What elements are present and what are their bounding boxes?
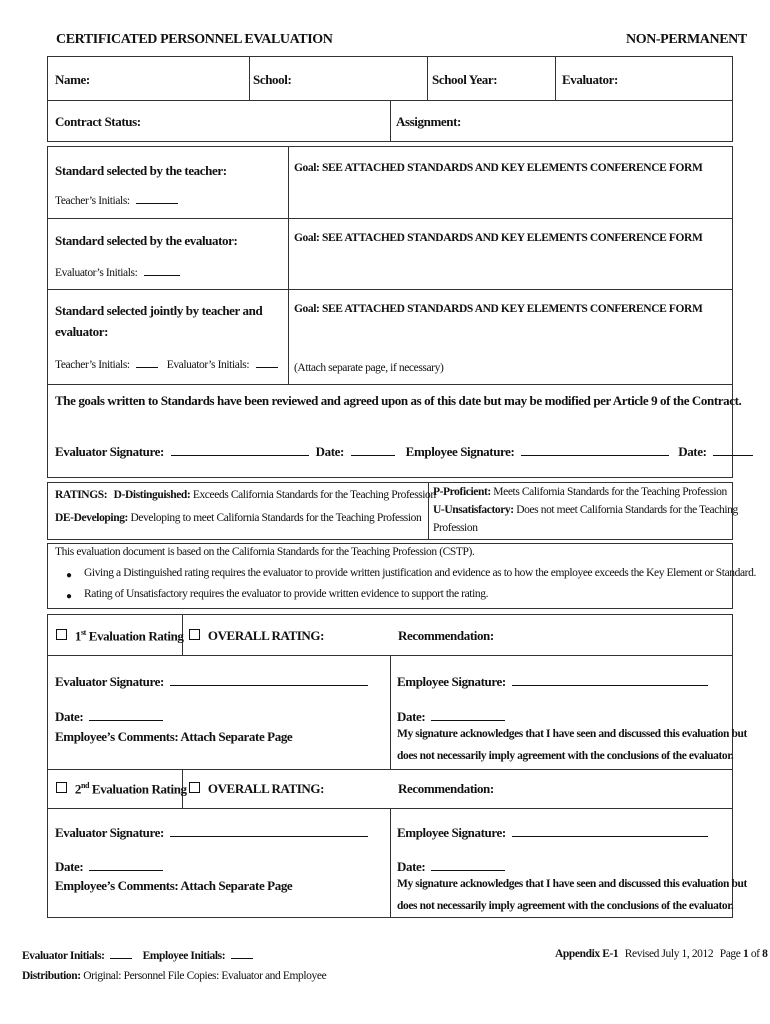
cstp-bullet: Rating of Unsatisfactory requires the evaluator to provide written evidence to support the rating. (84, 588, 489, 600)
employee-signature-label: Employee Signature: (397, 825, 506, 840)
date-label: Date: (55, 709, 84, 724)
evaluator-signature-2 (55, 824, 368, 841)
ratings-label: RATINGS: (55, 489, 108, 501)
evaluator-initials-label: Evaluator’s Initials: (55, 267, 138, 279)
joint-initials-field[interactable] (55, 355, 278, 371)
checkbox-icon[interactable] (56, 782, 67, 793)
acknowledgment-1: My signature acknowledges that I have seen and discussed this evaluation but (397, 728, 747, 740)
attach-note: (Attach separate page, if necessary) (294, 362, 444, 374)
teacher-initials-label: Teacher’s Initials: (55, 195, 130, 207)
date-label: Date: (315, 444, 344, 459)
rating-term: P-Proficient: (433, 486, 491, 498)
overall-label: OVERALL RATING: (207, 628, 325, 643)
cstp-bullet: Giving a Distinguished rating requires the evaluator to provide written justification and evidence as to how the employee exceeds the Key Element or Standard. (84, 567, 756, 579)
date-4 (397, 858, 505, 875)
initials-line[interactable] (110, 948, 132, 959)
evaluator-signature-1 (55, 673, 368, 690)
ordinal: 2 (74, 781, 81, 797)
employee-signature-line[interactable] (521, 443, 669, 456)
school-year-field[interactable]: School Year: (432, 72, 498, 87)
assignment-field[interactable]: Assignment: (396, 114, 461, 129)
evaluator-initials-field[interactable] (55, 263, 180, 279)
distribution (22, 970, 326, 982)
divider (555, 56, 556, 100)
bullet-icon: ● (66, 570, 73, 581)
divider (390, 655, 391, 770)
date-label: Date: (397, 709, 426, 724)
ordinal: 1 (74, 628, 81, 644)
date-line[interactable] (431, 858, 505, 871)
date-2 (397, 708, 505, 725)
initials-line (136, 191, 178, 204)
evaluation-1-rating[interactable] (56, 628, 184, 644)
page-word: Page (719, 948, 741, 960)
checkbox-icon[interactable] (189, 782, 200, 793)
page-total: 8 (762, 948, 768, 960)
ordinal-suffix: st (80, 628, 86, 637)
ordinal-suffix: nd (80, 781, 90, 790)
overall-rating-1[interactable] (189, 628, 324, 644)
teacher-standard-label: Standard selected by the teacher: (55, 163, 227, 178)
teacher-initials-field[interactable] (55, 191, 178, 207)
employee-signature-2 (397, 824, 708, 841)
acknowledgment-2-cont: does not necessarily imply agreement with the conclusions of the evaluator. (397, 900, 734, 912)
contract-status-field[interactable]: Contract Status: (55, 114, 141, 129)
divider (47, 289, 733, 290)
overall-rating-2[interactable] (189, 781, 324, 797)
date-line[interactable] (89, 708, 163, 721)
cstp-intro: This evaluation document is based on the California Standards for the Teaching Profession (CSTP). (55, 546, 475, 558)
date-label: Date: (397, 859, 426, 874)
goal-text: Goal: SEE ATTACHED STANDARDS AND KEY ELEMENTS CONFERENCE FORM (294, 303, 703, 315)
acknowledgment-2: My signature acknowledges that I have seen and discussed this evaluation but (397, 878, 747, 890)
date-line[interactable] (431, 708, 505, 721)
bullet-icon: ● (66, 591, 73, 602)
divider (249, 56, 250, 100)
evaluator-signature-label: Evaluator Signature: (55, 825, 164, 840)
acknowledgment-1-cont: does not necessarily imply agreement with the conclusions of the evaluator. (397, 750, 734, 762)
name-field[interactable]: Name: (55, 72, 90, 87)
initials-line (144, 263, 180, 276)
signature-line[interactable] (512, 824, 708, 837)
signature-line[interactable] (170, 824, 368, 837)
divider (427, 56, 428, 100)
date-label: Date: (55, 859, 84, 874)
agreement-signature-row (55, 443, 753, 460)
joint-standard-label-cont: evaluator: (55, 324, 109, 339)
employee-signature-label: Employee Signature: (397, 674, 506, 689)
rating-term: U-Unsatisfactory: (433, 504, 514, 516)
agreement-statement: The goals written to Standards have been reviewed and agreed upon as of this date but may be modified per Article 9 of the Contract. (55, 393, 742, 408)
overall-label: OVERALL RATING: (207, 781, 325, 796)
appendix-label: Appendix E-1 (555, 948, 619, 960)
date-label: Date: (678, 444, 707, 459)
goal-text: Goal: SEE ATTACHED STANDARDS AND KEY ELEMENTS CONFERENCE FORM (294, 232, 703, 244)
signature-line[interactable] (170, 673, 368, 686)
divider (390, 100, 391, 142)
date-line[interactable] (713, 443, 753, 456)
initials-line[interactable] (231, 948, 253, 959)
teacher-initials-label: Teacher’s Initials: (55, 359, 130, 371)
goal-text: Goal: SEE ATTACHED STANDARDS AND KEY ELEMENTS CONFERENCE FORM (294, 162, 703, 174)
evaluator-signature-label: Evaluator Signature: (55, 674, 164, 689)
status-label: NON-PERMANENT (626, 32, 747, 47)
checkbox-icon[interactable] (189, 629, 200, 640)
distribution-text: Original: Personnel File Copies: Evaluator and Employee (83, 970, 327, 982)
initials-line (256, 355, 278, 368)
date-line[interactable] (89, 858, 163, 871)
rating-label: Evaluation Rating (89, 781, 187, 797)
employee-initials-label: Employee Initials: (142, 950, 226, 962)
school-field[interactable]: School: (253, 72, 292, 87)
distribution-label: Distribution: (22, 970, 81, 982)
date-line[interactable] (351, 443, 395, 456)
rating-desc-cont: Profession (433, 522, 478, 534)
rating-unsatisfactory (433, 504, 738, 516)
evaluator-initials-label: Evaluator Initials: (22, 950, 105, 962)
rating-term: DE-Developing: (55, 512, 128, 524)
date-3 (55, 858, 163, 875)
rating-desc: Meets California Standards for the Teaching Profession (493, 486, 727, 498)
of-word: of (750, 948, 760, 960)
recommendation-2: Recommendation: (398, 781, 494, 796)
rating-distinguished (55, 489, 436, 501)
evaluator-field[interactable]: Evaluator: (562, 72, 618, 87)
rating-desc: Exceeds California Standards for the Teaching Profession (192, 489, 436, 501)
revised-date: Revised July 1, 2012 (624, 948, 714, 960)
evaluator-signature-line[interactable] (171, 443, 309, 456)
form-title: CERTIFICATED PERSONNEL EVALUATION (56, 32, 333, 47)
rating-desc: Does not meet California Standards for the Teaching (516, 504, 738, 516)
initials-line (136, 355, 158, 368)
evaluator-initials-label: Evaluator’s Initials: (166, 359, 250, 371)
recommendation-1: Recommendation: (398, 628, 494, 643)
evaluation-2-rating[interactable] (56, 781, 187, 797)
evaluator-signature-label: Evaluator Signature: (55, 444, 164, 459)
rating-term: D-Distinguished: (113, 489, 191, 501)
divider (288, 146, 289, 384)
page-info (555, 948, 767, 960)
rating-proficient (433, 486, 727, 498)
evaluator-standard-label: Standard selected by the evaluator: (55, 233, 238, 248)
footer-initials (22, 948, 253, 962)
employee-signature-1 (397, 673, 708, 690)
employee-comments-2: Employee’s Comments: Attach Separate Page (55, 878, 293, 893)
divider (47, 384, 733, 385)
rating-desc: Developing to meet California Standards for the Teaching Profession (130, 512, 422, 524)
date-1 (55, 708, 163, 725)
rating-label: Evaluation Rating (85, 628, 184, 644)
divider (47, 218, 733, 219)
employee-signature-label: Employee Signature: (405, 444, 515, 459)
rating-developing (55, 512, 421, 524)
joint-standard-label: Standard selected jointly by teacher and (55, 303, 263, 318)
employee-comments-1: Employee’s Comments: Attach Separate Page (55, 729, 293, 744)
checkbox-icon[interactable] (56, 629, 67, 640)
page-number: 1 (742, 948, 749, 960)
divider (390, 808, 391, 918)
signature-line[interactable] (512, 673, 708, 686)
